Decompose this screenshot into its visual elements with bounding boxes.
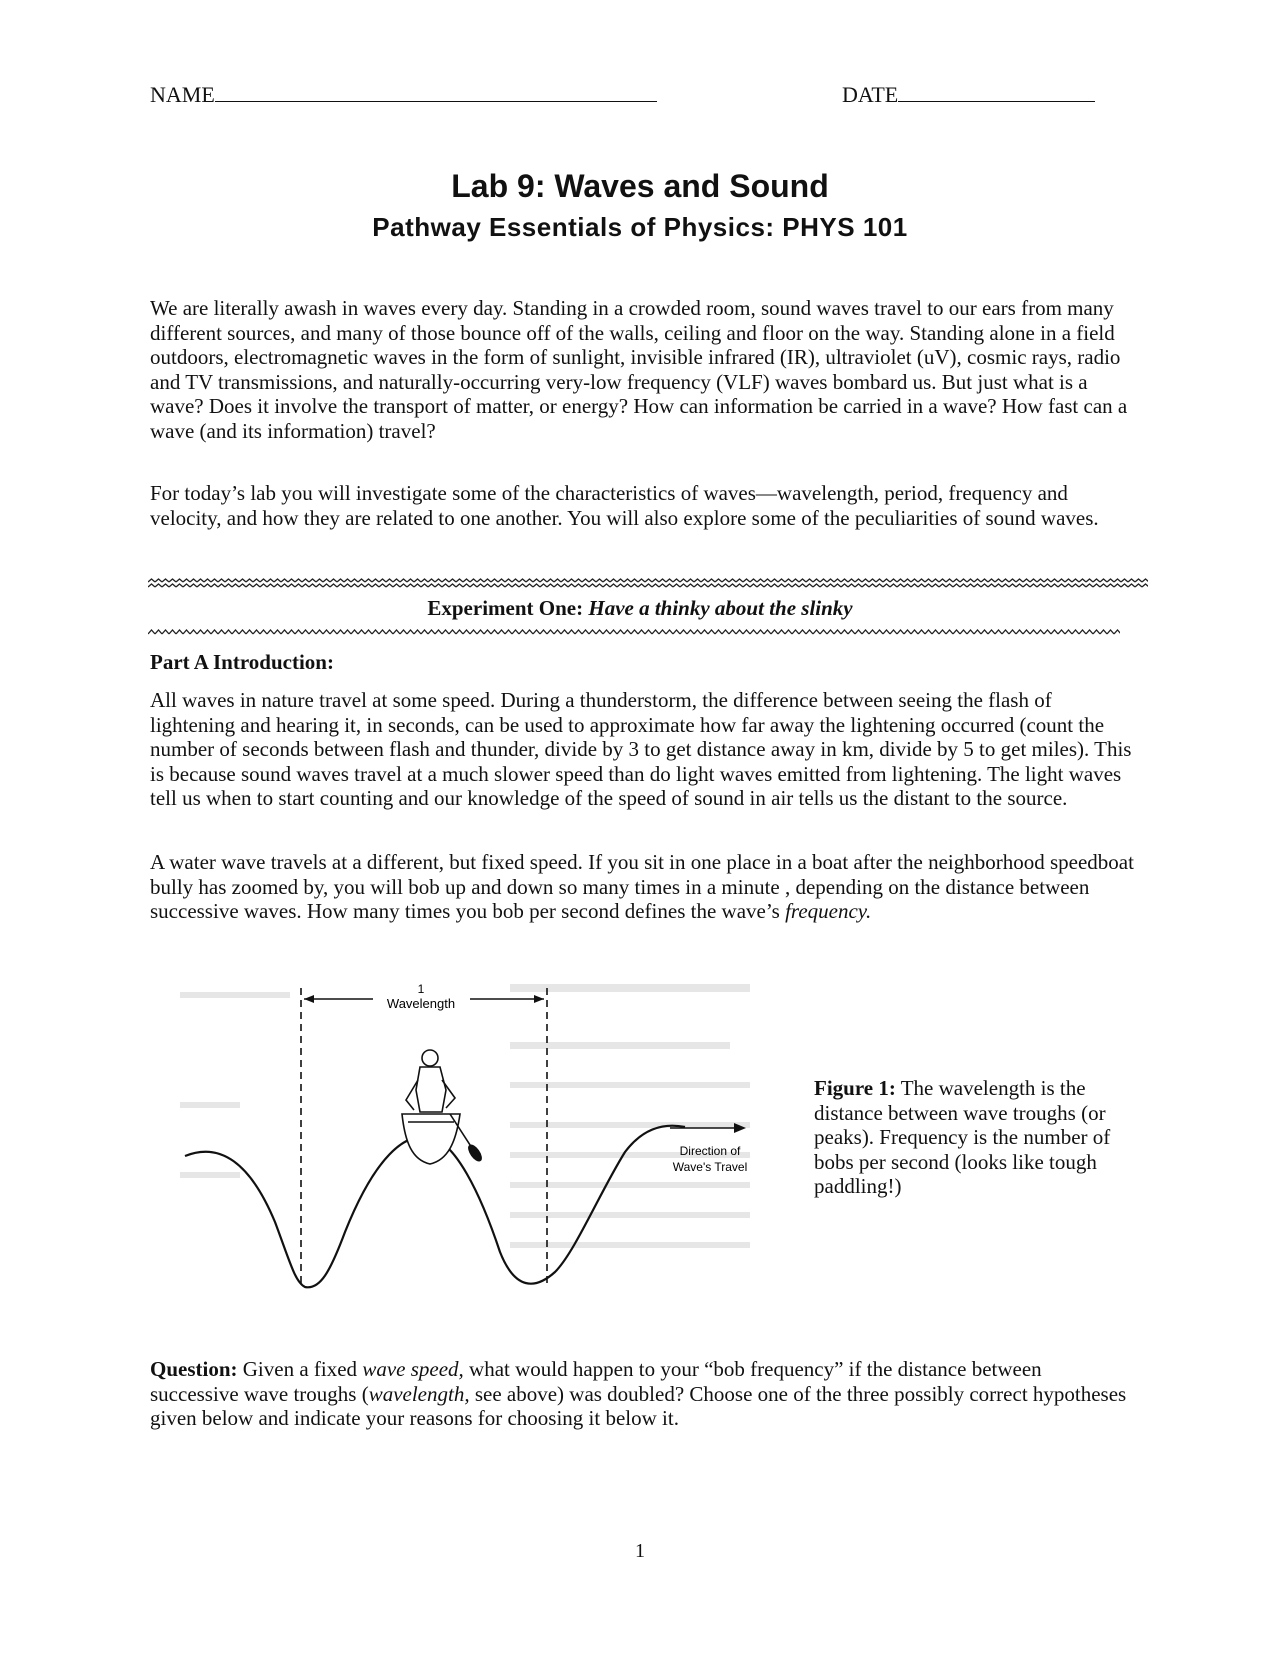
direction-label-1: Direction of [679,1144,741,1158]
figure-caption-label: Figure 1: [814,1076,896,1100]
part-a-paragraph-1: All waves in nature travel at some speed. During a thunderstorm, the difference between seeing the flash of lightening and hearing it, in seconds, can be used to approximate how far away the lightening occurred (count the number of seconds between flash and thunder, divide by 3 to get distance away in km, divide by 5 to get miles). This is because sound waves travel at a much slower speed than do light waves emitted from lightening. The light waves tell us when to start counting and our knowledge of the speed of sound in air tells us the distant to the source. [150,688,1132,810]
bleed-through-shading [180,984,750,1248]
question-paragraph: Question: Given a fixed wave speed, what would happen to your “bob frequency” if the distance between successive wave troughs (wavelength, see above) was doubled? Choose one of the three possibly correct hypotheses given below and indicate your reasons for choosing it below it. [150,1357,1127,1430]
page-number: 1 [635,1540,645,1562]
wavelength-arrowhead-left [304,995,314,1003]
experiment-subtitle: Have a thinky about the slinky [588,596,853,620]
name-label: NAME [150,82,215,107]
page-subtitle: Pathway Essentials of Physics: PHYS 101 [372,212,908,242]
wavelength-arrowhead-right [534,995,544,1003]
wavy-divider-top [148,578,1148,592]
boat-person-icon [402,1050,483,1164]
experiment-label: Experiment One: [427,596,584,620]
part-a-paragraph-2: A water wave travels at a different, but fixed speed. If you sit in one place in a boat after the neighborhood speedboat bully has zoomed by, you will bob up and down so many times in a minute , depending on the distance between successive waves. How many times you bob per second defines the wave’s frequency. [150,850,1134,923]
intro-paragraph-2: For today’s lab you will investigate some of the characteristics of waves—wavelength, period, frequency and velocity, and how they are related to one another. You will also explore some of the peculiarities of sound waves. [150,481,1099,530]
date-field[interactable] [842,82,1095,108]
page-title: Lab 9: Waves and Sound [451,168,829,204]
experiment-title [0,596,1280,621]
wavy-divider-bottom [148,628,1148,636]
figure-caption [814,1076,1114,1199]
name-blank[interactable] [215,83,657,102]
frequency-emphasis: frequency. [785,899,872,923]
figure-caption-text: The wavelength is the distance between wave troughs (or peaks). Frequency is the number of bobs per second (looks like tough paddling!) [814,1076,1111,1198]
question-label: Question: [150,1357,238,1381]
date-label: DATE [842,82,899,107]
name-field[interactable] [150,82,657,108]
part-a-heading: Part A Introduction: [150,650,334,674]
intro-paragraph-1: We are literally awash in waves every day. Standing in a crowded room, sound waves travel to our ears from many different sources, and many of those bounce off of the walls, ceiling and floor on the way. Standing alone in a field outdoors, electromagnetic waves in the form of sunlight, invisible infrared (IR), ultraviolet (uV), cosmic rays, radio and TV transmissions, and naturally-occurring very-low frequency (VLF) waves bombard us. But just what is a wave? Does it involve the transport of matter, or energy? How can information be carried in a wave? How fast can a wave (and its information) travel? [150,296,1128,443]
wave-figure [180,972,800,1322]
wavelength-emphasis: wavelength, [368,1381,470,1406]
wavelength-number: 1 [417,982,425,996]
date-blank[interactable] [898,83,1095,102]
wave-speed-emphasis: wave speed, [362,1357,464,1381]
wavelength-label: Wavelength [386,996,456,1011]
direction-label-2: Wave's Travel [672,1160,748,1174]
